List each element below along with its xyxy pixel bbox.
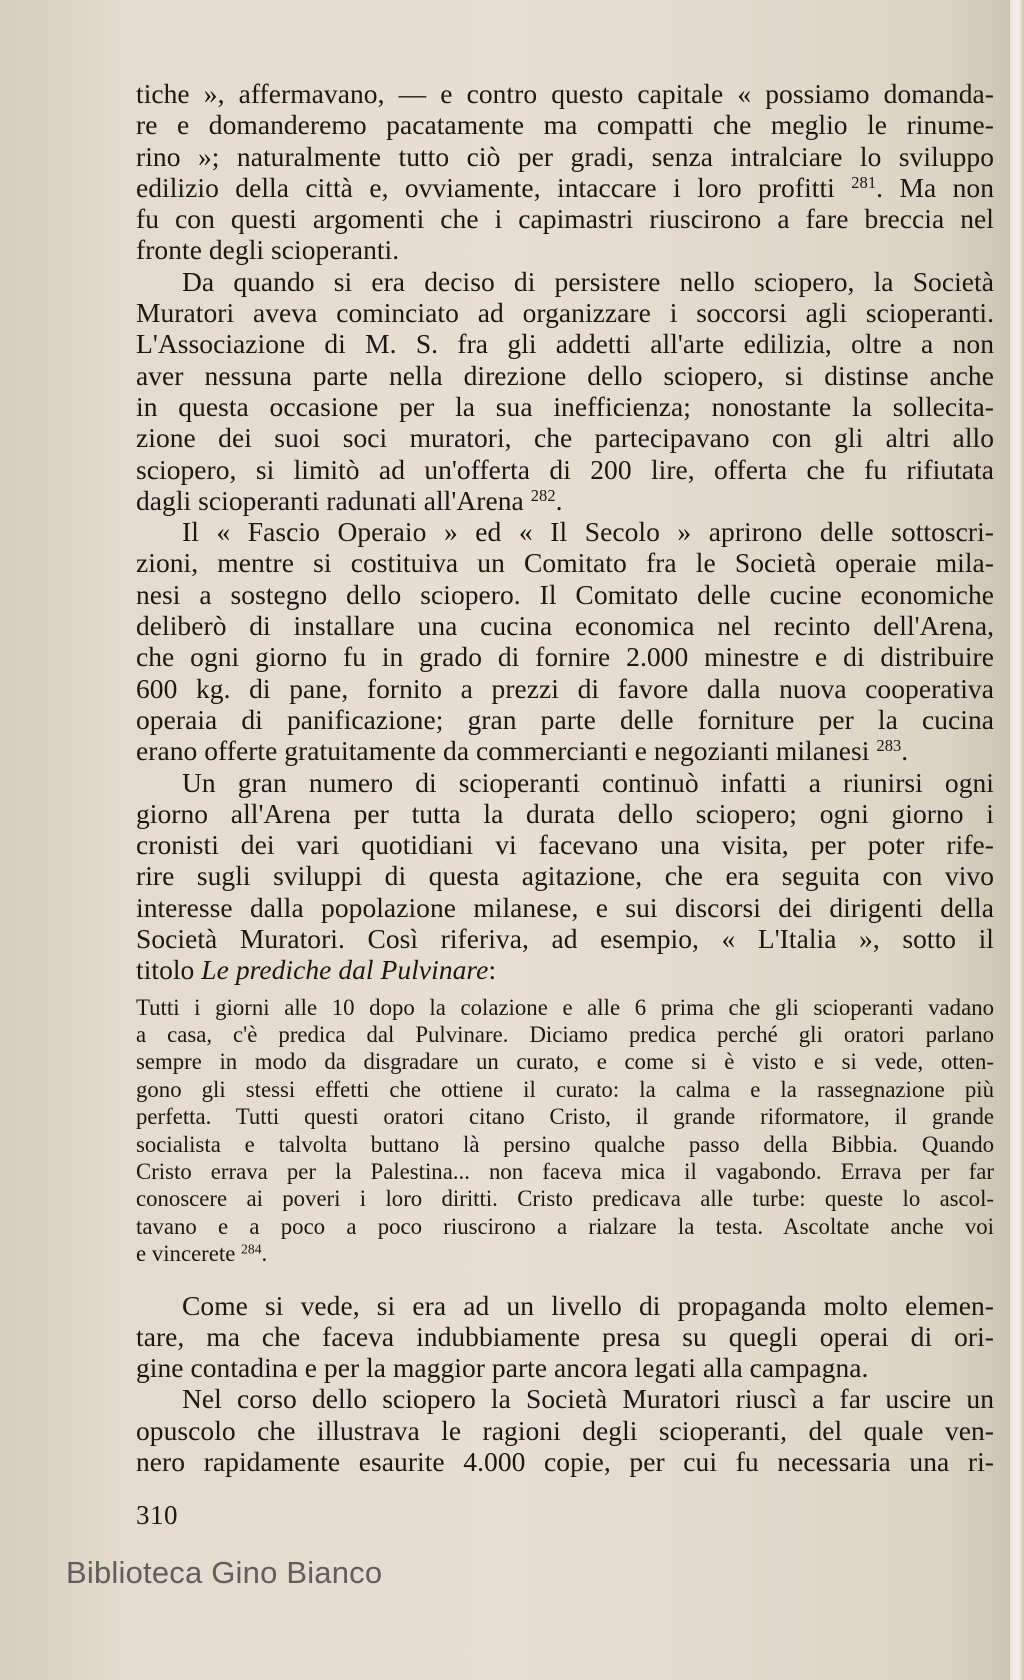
text-line: re e domanderemo pacatamente ma compatti che meglio le rinume- [136, 109, 994, 141]
text-line: zione dei suoi soci muratori, che partecipavano con gli altri allo [136, 422, 994, 454]
paragraph [136, 266, 994, 516]
text-line: fu con questi argomenti che i capimastri riuscirono a fare breccia nel [136, 203, 994, 235]
text-line: Da quando si era deciso di persistere nello sciopero, la Società [182, 265, 994, 297]
page-edge [1010, 0, 1024, 1680]
text-line: erano offerte gratuitamente da commercianti e negozianti milanesi $^{283}$. [136, 735, 909, 767]
footnote-ref[interactable]: 283 [876, 736, 902, 756]
text-line: rino »; naturalmente tutto ciò per gradi, senza intralciare lo sviluppo [136, 140, 994, 172]
quote-line: perfetta. Tutti questi oratori citano Cristo, il grande riformatore, il grande [136, 1104, 994, 1130]
text-line: Il « Fascio Operaio » ed « Il Secolo » aprirono delle sottoscri- [182, 516, 994, 548]
page-number: 310 [136, 1500, 178, 1530]
text-line: L'Associazione di M. S. fra gli addetti all'arte edilizia, oltre a non [136, 328, 994, 360]
italic-title: Le prediche dal Pulvinare [201, 954, 489, 986]
quote-line: sempre in modo da disgradare un curato, e come si è visto e si vede, otten- [136, 1049, 994, 1075]
footnote-ref[interactable]: 282 [530, 485, 556, 505]
text-line: operaia di panificazione; gran parte delle forniture per la cucina [136, 703, 994, 735]
library-watermark: Biblioteca Gino Bianco [66, 1555, 383, 1590]
paragraph [136, 516, 994, 766]
text-line: zioni, mentre si costituiva un Comitato fra le Società operaie mila- [136, 547, 994, 579]
quote-line: gono gli stessi effetti che ottiene il curato: la calma e la rassegnazione più [136, 1076, 994, 1102]
quote-line: Tutti i giorni alle 10 dopo la colazione e alle 6 prima che gli scioperanti vadano [136, 994, 994, 1020]
text-line: deliberò di installare una cucina economica nel recinto dell'Arena, [136, 610, 994, 642]
text-line: Come si vede, si era ad un livello di propaganda molto elemen- [182, 1289, 994, 1321]
text-line: Muratori aveva cominciato ad organizzare i soccorsi agli scioperanti. [136, 297, 994, 329]
quote-line: Cristo errava per la Palestina... non faceva mica il vagabondo. Errava per far [136, 1158, 994, 1184]
paragraph [136, 78, 994, 266]
text-line: gine contadina e per la maggior parte ancora legati alla campagna. [136, 1352, 869, 1384]
text-line: rire sugli sviluppi di questa agitazione, che era seguita con vivo [136, 860, 994, 892]
paragraph [136, 767, 994, 986]
quote-line: e vincerete $^{284}$. [136, 1241, 268, 1267]
text-line: opuscolo che illustrava le ragioni degli scioperanti, del quale ven- [136, 1414, 994, 1446]
paragraph [136, 1290, 994, 1384]
body-paragraphs [136, 78, 994, 986]
text-line: dagli scioperanti radunati all'Arena $^{282}$. [136, 484, 563, 516]
paragraph [136, 1383, 994, 1477]
footnote-ref[interactable]: 284 [241, 1241, 262, 1257]
text-line: Un gran numero di scioperanti continuò infatti a riunirsi ogni [182, 766, 994, 798]
text-line: aver nessuna parte nella direzione dello sciopero, si distinse anche [136, 359, 994, 391]
text-line: Società Muratori. Così riferiva, ad esempio, « L'Italia », sotto il [136, 923, 994, 955]
quote-line: a casa, c'è predica dal Pulvinare. Diciamo predica perché gli oratori parlano [136, 1022, 994, 1047]
footnote-ref[interactable]: 281 [851, 172, 877, 192]
body-paragraphs-after-quote [136, 1290, 994, 1478]
quote-line: conoscere ai poveri i loro diritti. Cristo predicava alle turbe: queste lo ascol- [136, 1186, 994, 1212]
text-line: fronte degli scioperanti. [136, 234, 400, 266]
quote-line: tavano e a poco a poco riuscirono a rialzare la testa. Ascoltate anche voi [136, 1213, 994, 1239]
text-line: edilizio della città e, ovviamente, intaccare i loro profitti $^{281}$. Ma non [136, 171, 994, 203]
text-line: Nel corso dello sciopero la Società Muratori riuscì a far uscire un [182, 1383, 994, 1415]
text-block [136, 78, 994, 1477]
text-line: tare, ma che faceva indubbiamente presa su quegli operai di ori- [136, 1320, 994, 1352]
text-line: nesi a sostegno dello sciopero. Il Comitato delle cucine economiche [136, 578, 994, 610]
text-line: giorno all'Arena per tutta la durata dello sciopero; ogni giorno i [136, 797, 994, 829]
text-line: cronisti dei vari quotidiani vi facevano una visita, per poter rife- [136, 829, 994, 861]
text-line: interesse dalla popolazione milanese, e sui discorsi dei dirigenti della [136, 891, 994, 923]
text-line: in questa occasione per la sua inefficienza; nonostante la sollecita- [136, 390, 994, 422]
block-quote [136, 994, 994, 1268]
text-line: tiche », affermavano, — e contro questo capitale « possiamo domanda- [136, 78, 994, 109]
text-line: che ogni giorno fu in grado di fornire 2.000 minestre e di distribuire [136, 641, 994, 673]
quote-line: socialista e talvolta buttano là persino qualche passo della Bibbia. Quando [136, 1131, 994, 1157]
text-line: sciopero, si limitò ad un'offerta di 200 lire, offerta che fu rifiutata [136, 453, 994, 485]
text-line: 600 kg. di pane, fornito a prezzi di favore dalla nuova cooperativa [136, 672, 994, 704]
text-line: nero rapidamente esaurite 4.000 copie, per cui fu necessaria una ri- [136, 1446, 994, 1477]
text-line: titolo Le prediche dal Pulvinare: [136, 954, 497, 986]
